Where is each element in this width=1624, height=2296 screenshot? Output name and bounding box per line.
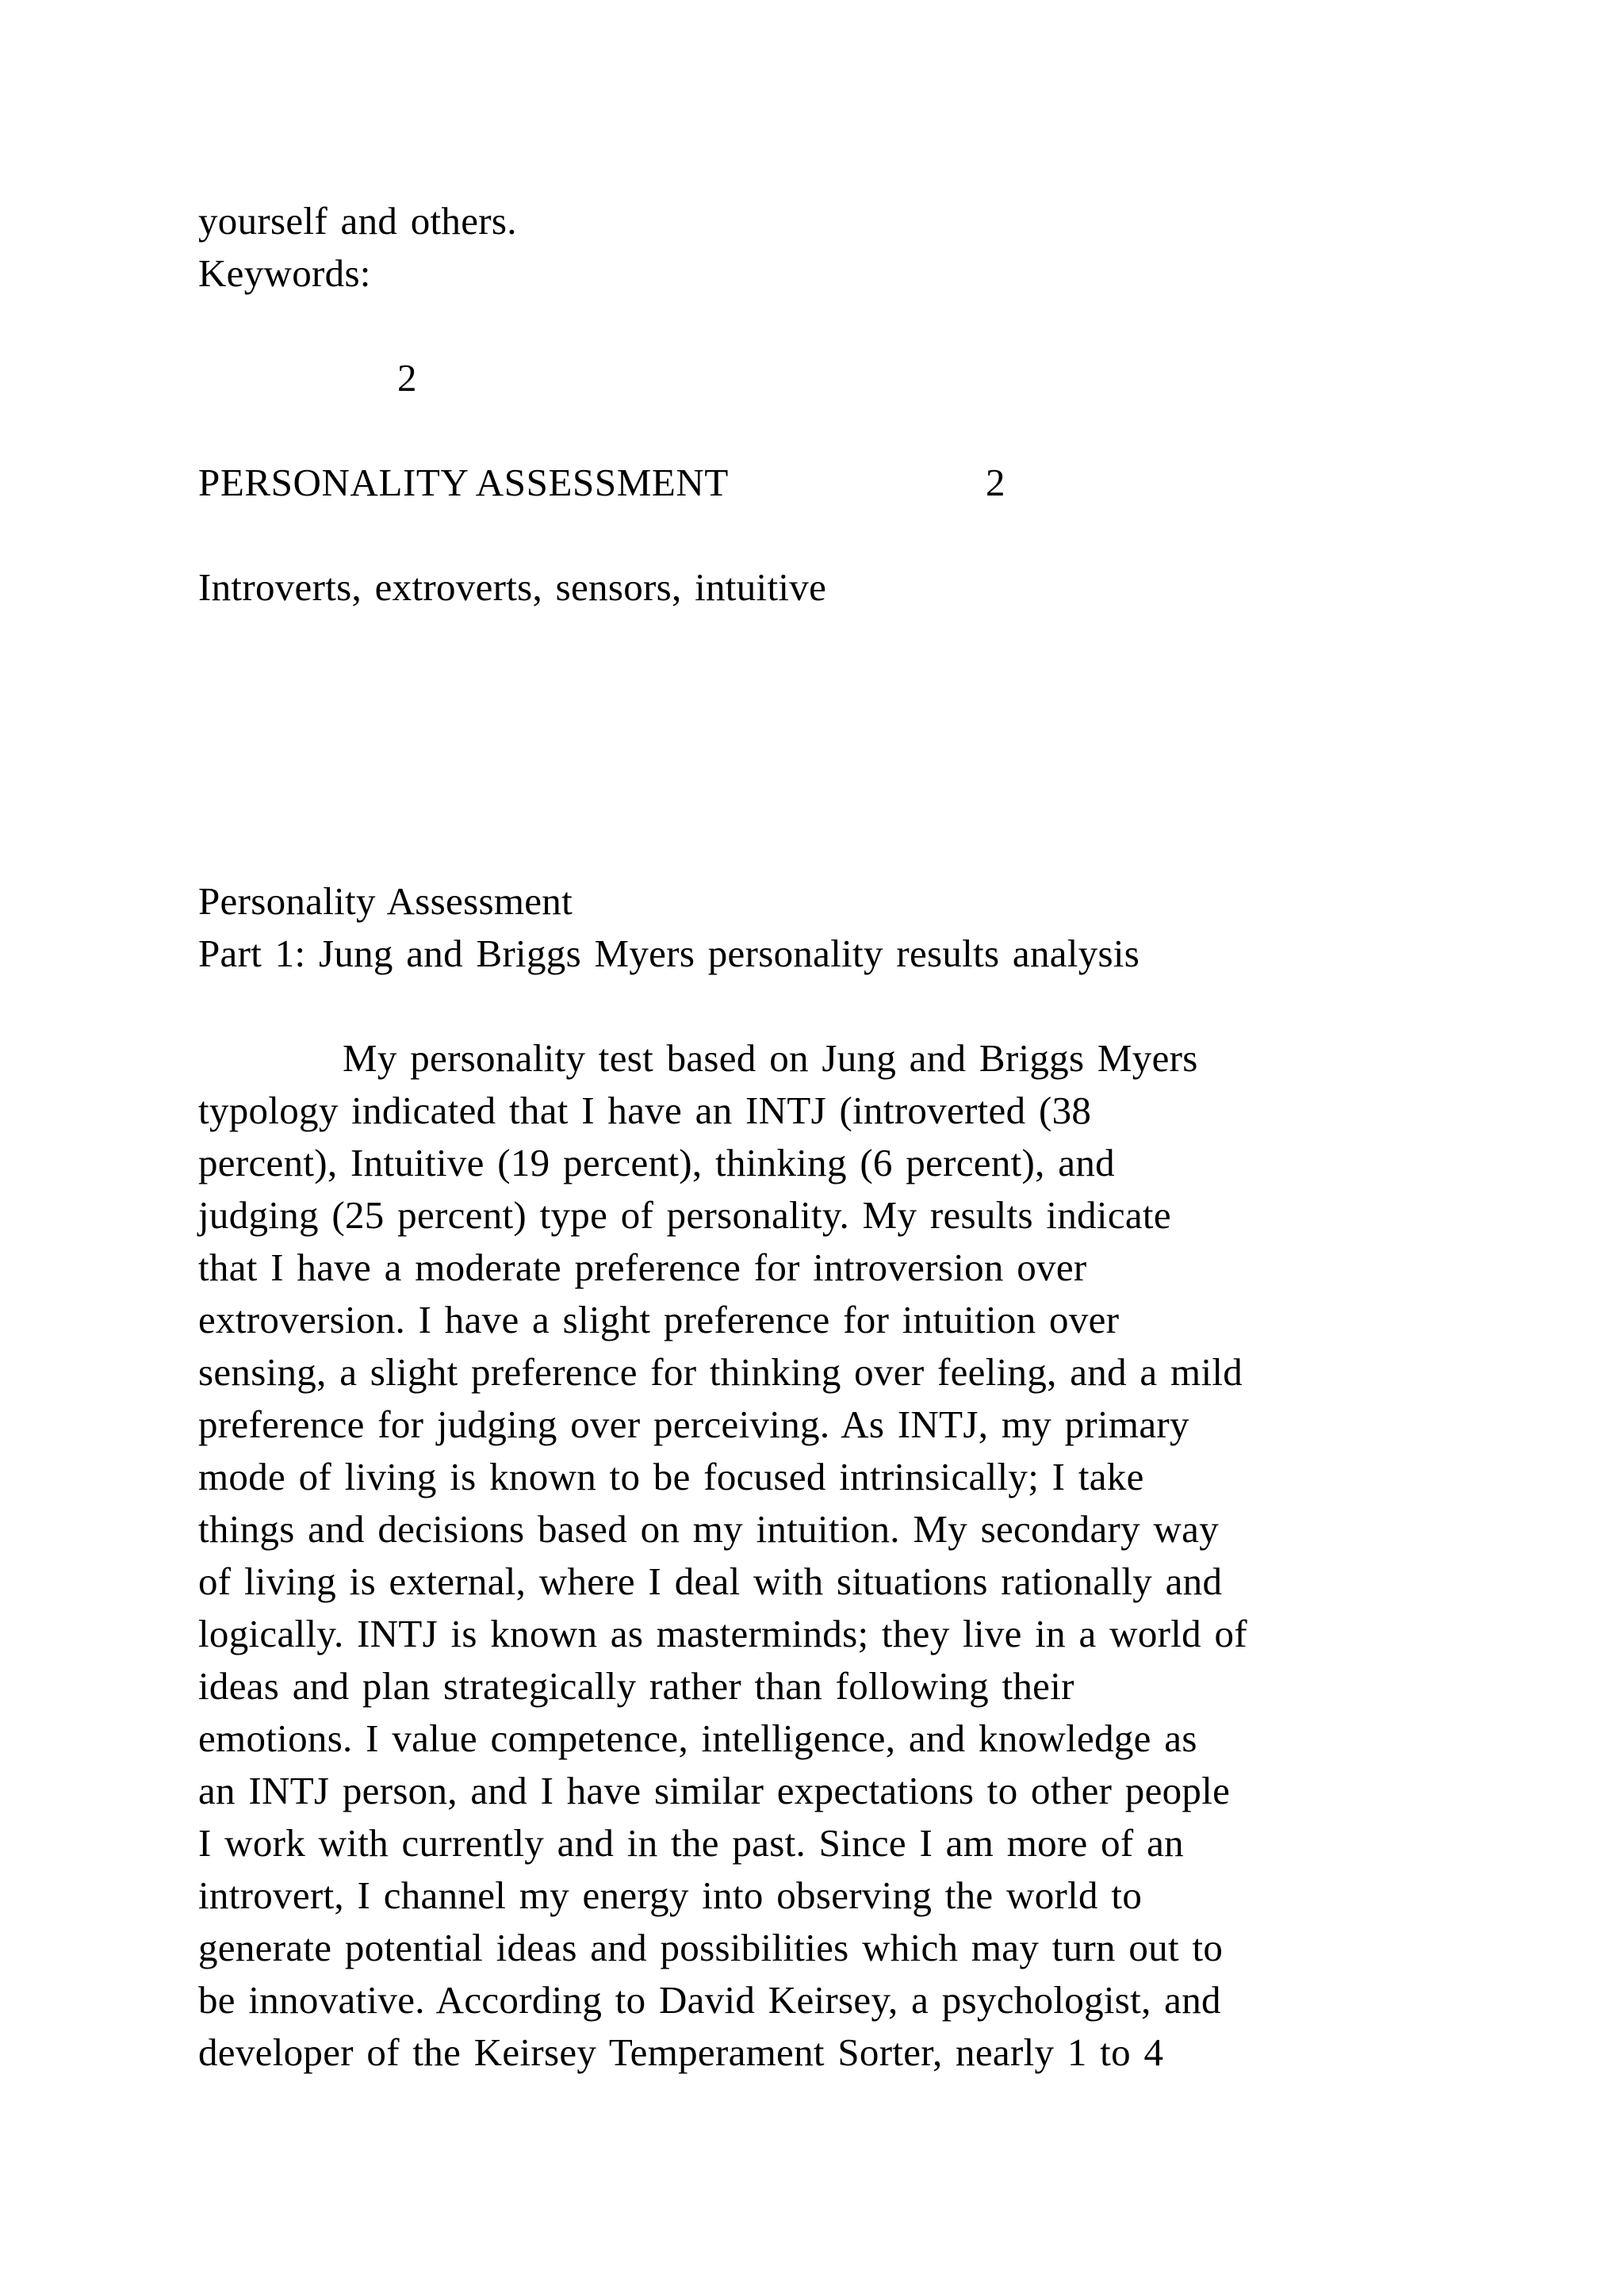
- paragraph-line: I work with currently and in the past. Since I am more of an: [198, 1821, 1184, 1865]
- paragraph-line: mode of living is known to be focused intrinsically; I take: [198, 1455, 1144, 1498]
- paragraph-line: things and decisions based on my intuition. My secondary way: [198, 1507, 1219, 1551]
- page-number: 2: [397, 356, 417, 400]
- running-header: [198, 457, 1071, 509]
- running-header-page-number: 2: [986, 461, 1006, 504]
- text-line-yourself: yourself and others.: [198, 199, 517, 243]
- paragraph-line: typology indicated that I have an INTJ (introverted (38: [198, 1089, 1092, 1132]
- paragraph-line: that I have a moderate preference for introversion over: [198, 1246, 1087, 1289]
- keywords-label: Keywords:: [198, 251, 371, 295]
- paragraph-line: be innovative. According to David Keirsey, a psychologist, and: [198, 1978, 1221, 2022]
- paragraph-line: emotions. I value competence, intelligence, and knowledge as: [198, 1716, 1197, 1760]
- paragraph-line: logically. INTJ is known as masterminds; they live in a world of: [198, 1612, 1247, 1655]
- paragraph-line: developer of the Keirsey Temperament Sorter, nearly 1 to 4: [198, 2030, 1164, 2074]
- paragraph-line: My personality test based on Jung and Briggs Myers: [343, 1036, 1198, 1080]
- paragraph-line: introvert, I channel my energy into observing the world to: [198, 1873, 1143, 1917]
- paragraph-line: preference for judging over perceiving. As INTJ, my primary: [198, 1402, 1189, 1446]
- paragraph-line: an INTJ person, and I have similar expectations to other people: [198, 1769, 1231, 1812]
- paragraph-line: of living is external, where I deal with situations rationally and: [198, 1559, 1223, 1603]
- paragraph-line: percent), Intuitive (19 percent), thinking (6 percent), and: [198, 1141, 1115, 1184]
- running-header-title: PERSONALITY ASSESSMENT: [198, 461, 729, 504]
- part-heading: Part 1: Jung and Briggs Myers personality results analysis: [198, 932, 1140, 975]
- paragraph-line: sensing, a slight preference for thinking over feeling, and a mild: [198, 1350, 1243, 1394]
- section-title: Personality Assessment: [198, 879, 573, 923]
- keywords-list: Introverts, extroverts, sensors, intuitive: [198, 565, 827, 609]
- paragraph-line: ideas and plan strategically rather than following their: [198, 1664, 1074, 1708]
- paragraph-line: judging (25 percent) type of personality. My results indicate: [198, 1193, 1171, 1237]
- paragraph-line: generate potential ideas and possibilities which may turn out to: [198, 1926, 1224, 1969]
- paragraph-line: extroversion. I have a slight preference for intuition over: [198, 1298, 1120, 1341]
